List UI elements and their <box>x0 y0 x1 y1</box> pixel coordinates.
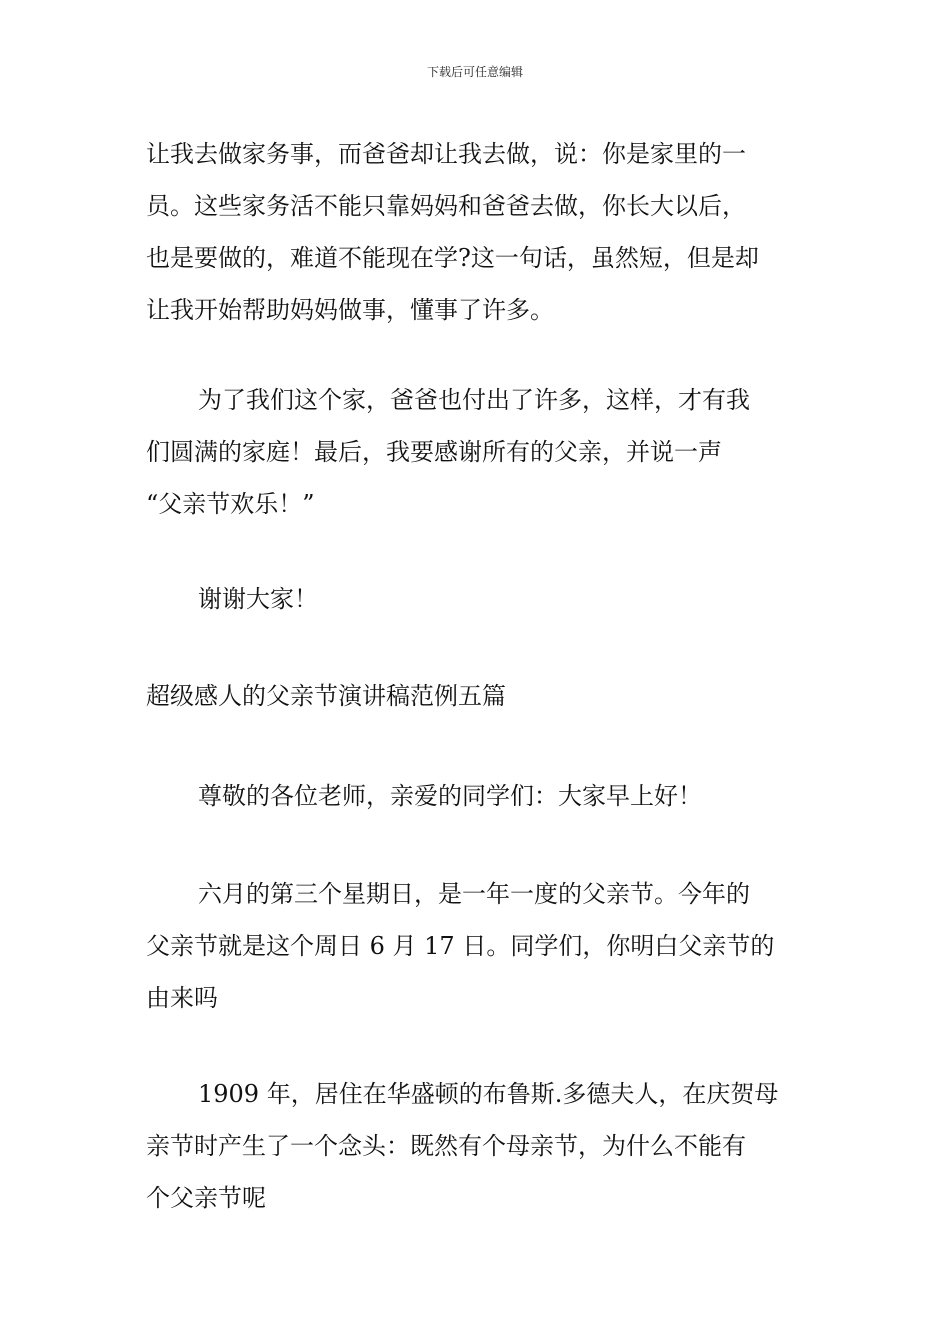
section-title <box>146 670 810 722</box>
paragraph-line: 为了我们这个家，爸爸也付出了许多，这样，才有我 <box>198 386 750 414</box>
paragraph-line: 员。这些家务活不能只靠妈妈和爸爸去做，你长大以后， <box>146 192 746 220</box>
paragraph-thank-you <box>146 573 810 625</box>
paragraph-family-thanks <box>146 374 810 530</box>
paragraph-line: 让我去做家务事，而爸爸却让我去做，说：你是家里的一 <box>146 140 746 168</box>
paragraph-greeting <box>146 770 810 822</box>
paragraph-line: 由来吗 <box>146 984 218 1012</box>
paragraph-line: 父亲节就是这个周日 6 月 17 日。同学们，你明白父亲节的 <box>146 932 775 960</box>
paragraph-line: 们圆满的家庭！最后，我要感谢所有的父亲，并说一声 <box>146 438 722 466</box>
paragraph-line: 个父亲节呢 <box>146 1184 266 1212</box>
paragraph-line: 也是要做的，难道不能现在学?这一句话，虽然短，但是却 <box>146 244 759 272</box>
paragraph-line: 让我开始帮助妈妈做事，懂事了许多。 <box>146 296 554 324</box>
section-title-text: 超级感人的父亲节演讲稿范例五篇 <box>146 682 506 710</box>
paragraph-origin <box>146 1068 810 1224</box>
page-header-note: 下载后可任意编辑 <box>426 65 523 79</box>
paragraph-line: 六月的第三个星期日，是一年一度的父亲节。今年的 <box>198 880 750 908</box>
paragraph-line: “父亲节欢乐！” <box>146 490 315 518</box>
paragraph-line: 尊敬的各位老师，亲爱的同学们：大家早上好！ <box>198 782 702 810</box>
paragraph-line: 亲节时产生了一个念头：既然有个母亲节，为什么不能有 <box>146 1132 746 1160</box>
paragraph-housework <box>146 128 810 336</box>
paragraph-fathers-day-date <box>146 868 810 1024</box>
paragraph-line: 1909 年，居住在华盛顿的布鲁斯.多德夫人，在庆贺母 <box>198 1080 779 1108</box>
paragraph-line: 谢谢大家！ <box>198 585 318 613</box>
